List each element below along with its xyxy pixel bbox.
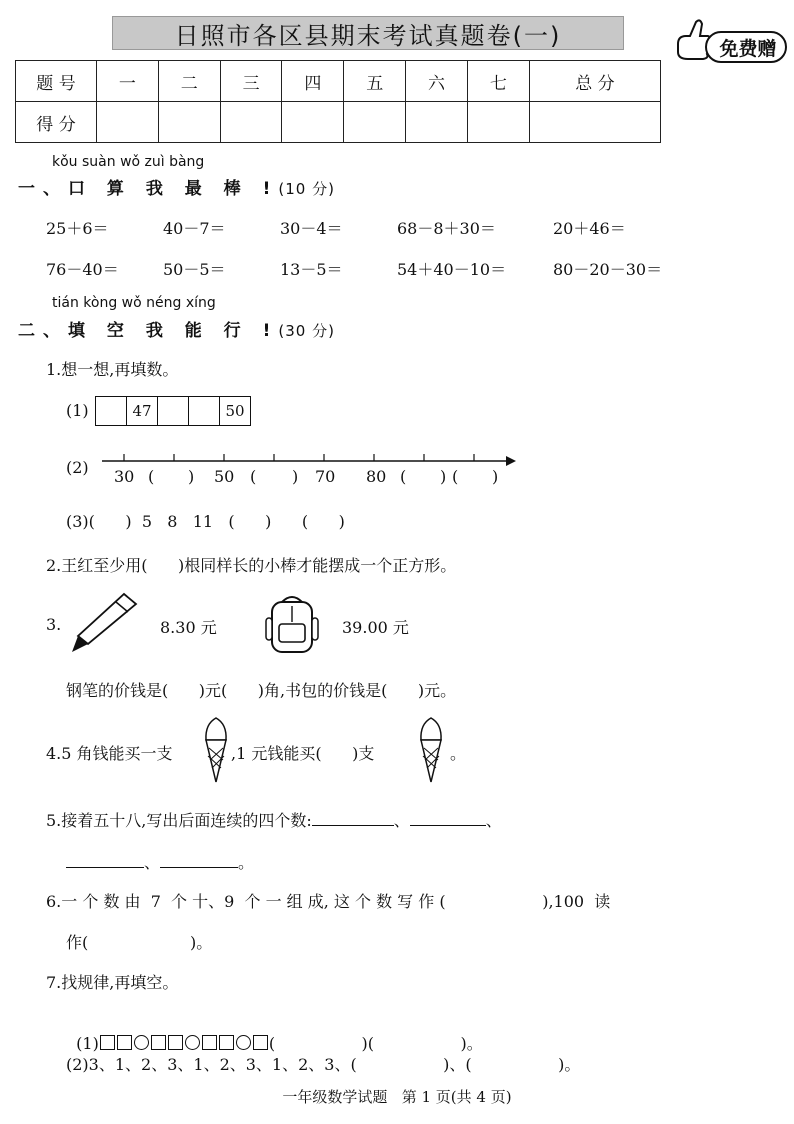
- section2-points: (30 分): [278, 322, 335, 340]
- question-5: [46, 808, 502, 831]
- score-cell[interactable]: [97, 102, 159, 143]
- score-cell[interactable]: [158, 102, 220, 143]
- square-icon: [151, 1035, 166, 1050]
- equation: 13－5＝: [280, 260, 343, 279]
- pen-price: 8.30 元: [160, 618, 217, 637]
- score-cell[interactable]: [282, 102, 344, 143]
- table-cell: 二: [158, 61, 220, 102]
- blank-close: ): [492, 467, 499, 486]
- blank-open: (: [250, 467, 257, 486]
- equation: 30－4＝: [280, 219, 343, 238]
- score-cell[interactable]: [220, 102, 282, 143]
- question-4-part2: ,1 元钱能买( )支: [231, 744, 375, 763]
- section1-points: (10 分): [278, 180, 335, 198]
- period: 。: [238, 853, 255, 872]
- question-4-part3: 。: [450, 744, 467, 763]
- number-box: 47: [126, 396, 158, 426]
- table-row: [16, 61, 661, 102]
- equation: 76－40＝: [46, 260, 119, 279]
- question-3-text: 钢笔的价钱是( )元( )角,书包的价钱是( )元。: [66, 681, 457, 700]
- q1-part1-label: (1): [66, 401, 89, 420]
- question-3-label: 3.: [46, 615, 62, 634]
- ice-cream-icon: [203, 716, 229, 784]
- table-cell: 得 分: [16, 102, 97, 143]
- tick-label: 30: [114, 467, 135, 486]
- square-icon: [253, 1035, 268, 1050]
- equation: 50－5＝: [163, 260, 226, 279]
- equation: 68－8＋30＝: [397, 219, 496, 238]
- score-cell[interactable]: [406, 102, 468, 143]
- answer-blank[interactable]: [66, 853, 144, 868]
- number-box[interactable]: [95, 396, 127, 426]
- q7-part1-label: (1): [76, 1034, 99, 1053]
- tick-label: 50: [214, 467, 235, 486]
- q1-part3: (3)( ) 5 8 11 ( ) ( ): [66, 512, 345, 531]
- table-cell: 总 分: [529, 61, 660, 102]
- question-5-line2: [66, 850, 254, 873]
- question-5-text: 5.接着五十八,写出后面连续的四个数:: [46, 811, 312, 830]
- score-table: [15, 60, 661, 143]
- badge-text: 免费赠: [719, 38, 777, 60]
- question-6-line2: 作( )。: [66, 933, 213, 952]
- table-cell: 五: [344, 61, 406, 102]
- answer-blank[interactable]: [160, 853, 238, 868]
- q7-part1-blanks: ( )( )。: [268, 1034, 483, 1053]
- circle-icon: [236, 1035, 251, 1050]
- ice-cream-icon: [418, 716, 444, 784]
- section1-title: 一、口 算 我 最 棒 !: [18, 179, 279, 199]
- score-cell[interactable]: [344, 102, 406, 143]
- table-row: [16, 102, 661, 143]
- answer-blank[interactable]: [410, 811, 486, 826]
- square-icon: [202, 1035, 217, 1050]
- tick-label: 70: [315, 467, 336, 486]
- exam-title: 日照市各区县期末考试真题卷(一): [112, 16, 624, 50]
- score-cell[interactable]: [529, 102, 660, 143]
- section1-pinyin: kǒu suàn wǒ zuì bàng: [52, 154, 205, 170]
- square-icon: [168, 1035, 183, 1050]
- backpack-icon: [262, 592, 322, 656]
- number-box: 50: [219, 396, 251, 426]
- arrow-right-icon: [506, 456, 516, 466]
- blank-close: ): [292, 467, 299, 486]
- circle-icon: [185, 1035, 200, 1050]
- square-icon: [219, 1035, 234, 1050]
- section2-title: 二、填 空 我 能 行 !: [18, 321, 279, 341]
- table-cell: 六: [406, 61, 468, 102]
- equation: 25＋6＝: [46, 219, 109, 238]
- blank-open: (: [400, 467, 407, 486]
- square-icon: [117, 1035, 132, 1050]
- table-cell: 四: [282, 61, 344, 102]
- table-cell: 一: [97, 61, 159, 102]
- equation: 54＋40－10＝: [397, 260, 507, 279]
- question-7: 7.找规律,再填空。: [46, 973, 179, 992]
- question-7-part1: [66, 1012, 483, 1054]
- free-gift-badge: [672, 14, 790, 68]
- section2-pinyin: tián kòng wǒ néng xíng: [52, 295, 216, 311]
- circle-icon: [134, 1035, 149, 1050]
- separator: 、: [485, 811, 502, 830]
- separator: 、: [393, 811, 410, 830]
- answer-blank[interactable]: [312, 811, 394, 826]
- square-icon: [100, 1035, 115, 1050]
- number-box[interactable]: [157, 396, 189, 426]
- page-footer: 一年级数学试题 第 1 页(共 4 页): [282, 1088, 512, 1106]
- question-1: 1.想一想,再填数。: [46, 360, 179, 379]
- table-cell: 题 号: [16, 61, 97, 102]
- table-cell: 七: [467, 61, 529, 102]
- number-box[interactable]: [188, 396, 220, 426]
- question-6-line1: 6.一 个 数 由 7 个 十、9 个 一 组 成, 这 个 数 写 作 ( ),100 读: [46, 892, 611, 911]
- section2-heading: [18, 316, 335, 341]
- separator: 、: [144, 853, 161, 872]
- score-cell[interactable]: [467, 102, 529, 143]
- q1-part2-label: (2): [66, 458, 89, 477]
- fountain-pen-icon: [66, 590, 140, 656]
- equation: 80－20－30＝: [553, 260, 663, 279]
- blank-close: ): [440, 467, 447, 486]
- number-box-row: [96, 396, 251, 424]
- section1-heading: [18, 174, 335, 199]
- bag-price: 39.00 元: [342, 618, 409, 637]
- equation: 20＋46＝: [553, 219, 626, 238]
- tick-label: 80: [366, 467, 387, 486]
- blank-open: (: [148, 467, 155, 486]
- blank-close: ): [188, 467, 195, 486]
- table-cell: 三: [220, 61, 282, 102]
- question-4-part1: 4.5 角钱能买一支: [46, 744, 173, 763]
- equation: 40－7＝: [163, 219, 226, 238]
- question-2: 2.王红至少用( )根同样长的小棒才能摆成一个正方形。: [46, 556, 457, 575]
- blank-open: (: [452, 467, 459, 486]
- question-7-part2: (2)3、1、2、3、1、2、3、1、2、3、( )、( )。: [66, 1055, 581, 1074]
